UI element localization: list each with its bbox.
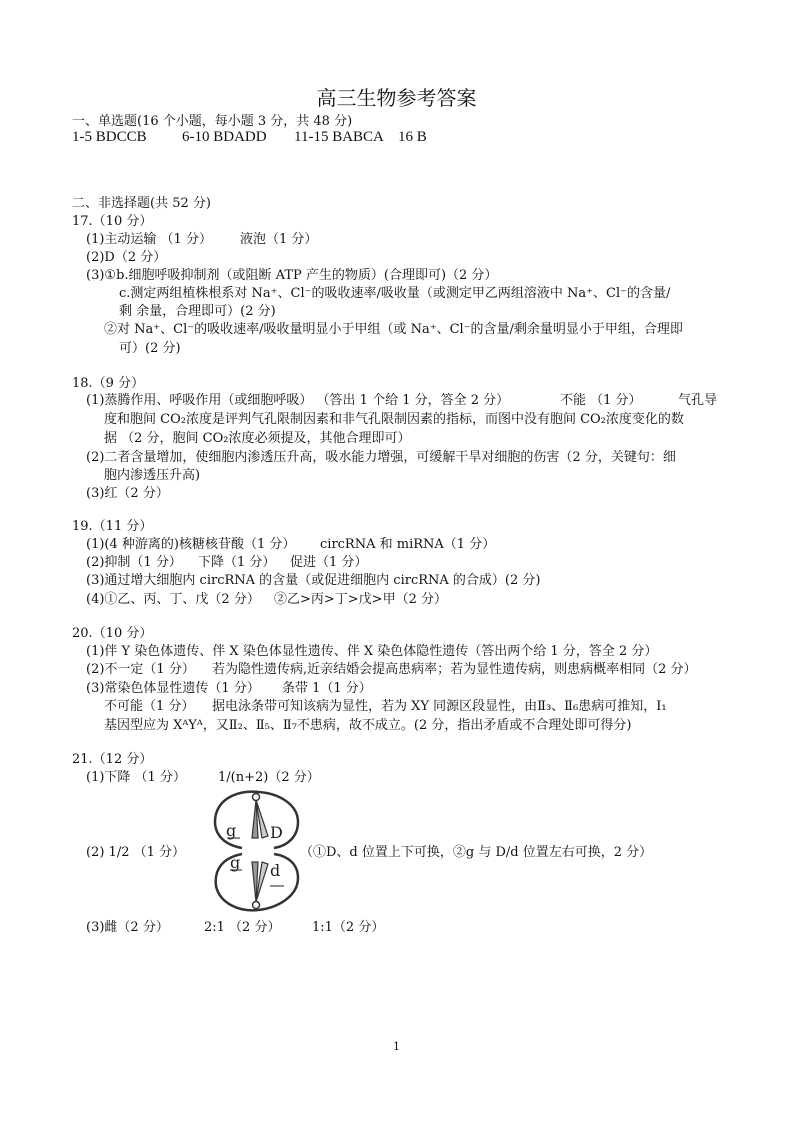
q21-line-1b: 1/(n+2)（2 分） — [218, 770, 320, 785]
q17-line-3: (3)①b.细胞呼吸抑制剂（或阻断 ATP 产生的物质）(合理即可)（2 分） — [86, 268, 498, 283]
q19-line-1b: circRNA 和 miRNA（1 分） — [320, 537, 496, 552]
q20-line-2b: 若为隐性遗传病,近亲结婚会提高患病率；若为显性遗传病，则患病概率相同（2 分） — [212, 662, 697, 677]
q20-line-5: 基因型应为 XᴬYᴬ，又Ⅱ₂、Ⅱ₅、Ⅱ₇不患病，故不成立。(2 分，指出矛盾或不合理处即可得分) — [104, 718, 632, 733]
q20-heading: 20.（10 分） — [72, 626, 153, 641]
q21-line-3b: 2:1 （2 分） — [204, 920, 281, 935]
q17-heading: 17.（10 分） — [72, 214, 153, 229]
cell-diagram-svg — [212, 790, 302, 912]
q20-line-4b: 据电泳条带可知该病为显性，若为 XY 同源区段显性，由Ⅱ₃、Ⅱ₆患病可推知，Ⅰ₁ — [212, 699, 667, 714]
q21-heading: 21.（12 分） — [72, 752, 153, 767]
q19-line-1a: (1)(4 种游离的)核糖核苷酸（1 分） — [86, 537, 296, 552]
q18-line-1b: 不能 （1 分） — [560, 393, 642, 408]
q18-heading: 18.（9 分） — [72, 376, 145, 391]
q21-line-2a: (2) 1/2 （1 分） — [86, 845, 186, 860]
q21-line-3c: 1:1（2 分） — [312, 920, 385, 935]
gene-label-g-top: g — [226, 821, 237, 840]
q21-line-3a: (3)雌（2 分） — [86, 920, 169, 935]
part2-heading: 二、非选择题(共 52 分) — [72, 196, 211, 211]
q19-line-4b: ②乙>丙>丁>戊>甲（2 分） — [274, 592, 447, 607]
q18-line-2: 度和胞间 CO₂浓度是评判气孔限制因素和非气孔限制因素的指标，而图中没有胞间 CO₂浓度变化的数 — [104, 412, 684, 427]
gene-label-d: d — [270, 861, 281, 880]
q17-line-2: (2)D（2 分） — [86, 250, 167, 265]
answers-16: 16 B — [398, 129, 427, 145]
q21-line-2b: （①D、d 位置上下可换，②g 与 D/d 位置左右可换，2 分） — [300, 845, 653, 860]
q17-line-1b: 液泡（1 分） — [240, 232, 318, 247]
q20-line-3a: (3)常染色体显性遗传（1 分） — [86, 681, 260, 696]
q18-line-3: 据 （2 分，胞间 CO₂浓度必须提及，其他合理即可） — [104, 431, 411, 446]
q19-heading: 19.（11 分） — [72, 519, 153, 534]
q20-line-2a: (2)不一定（1 分） — [86, 662, 195, 677]
q20-line-4a: 不可能（1 分） — [104, 699, 195, 714]
answers-1-5: 1-5 BDCCB — [72, 129, 147, 145]
answers-11-15: 11-15 BABCA — [294, 129, 384, 145]
q18-line-1a: (1)蒸腾作用、呼吸作用（或细胞呼吸） （答出 1 个给 1 分，答全 2 分） — [86, 393, 510, 408]
q18-line-5: 胞内渗透压升高) — [104, 468, 201, 483]
q18-line-6: (3)红（2 分） — [86, 486, 169, 501]
answers-6-10: 6-10 BDADD — [182, 129, 267, 145]
part1-heading: 一、单选题(16 个小题，每小题 3 分，共 48 分) — [72, 114, 353, 129]
q20-line-1: (1)伴 Y 染色体遗传、伴 X 染色体显性遗传、伴 X 染色体隐性遗传（答出两个给 1 分，答全 2 分） — [86, 644, 658, 659]
q17-line-6: ②对 Na⁺、Cl⁻的吸收速率/吸收量明显小于甲组（或 Na⁺、Cl⁻的含量/剩余量明显小于甲组，合理即 — [104, 322, 683, 337]
page-number: 1 — [393, 1040, 400, 1053]
gene-label-D: D — [270, 823, 283, 842]
q19-line-3: (3)通过增大细胞内 circRNA 的含量（或促进细胞内 circRNA 的合成）(2 分) — [86, 573, 541, 588]
q19-line-4a: (4)①乙、丙、丁、戊（2 分） — [86, 592, 260, 607]
q17-line-5: 剩 余量，合理即可）(2 分) — [119, 304, 276, 319]
q18-line-4: (2)二者含量增加，使细胞内渗透压升高，吸水能力增强，可缓解干旱对细胞的伤害（2 分，关键句：细 — [86, 450, 676, 465]
q18-line-1c: 气孔导 — [678, 393, 718, 408]
q21-line-1a: (1)下降 （1 分） — [86, 770, 186, 785]
q19-line-2b: 下降（1 分） — [198, 555, 276, 570]
q17-line-1a: (1)主动运输 （1 分） — [86, 232, 212, 247]
q19-line-2a: (2)抑制（1 分） — [86, 555, 182, 570]
q19-line-2c: 促进（1 分） — [290, 555, 368, 570]
cell-division-diagram — [212, 790, 302, 912]
gene-label-g-bottom: g — [230, 853, 241, 872]
q20-line-3b: 条带 1（1 分） — [282, 681, 372, 696]
page-title: 高三生物参考答案 — [316, 86, 477, 110]
q17-line-7: 可）(2 分) — [119, 341, 181, 356]
part1-answers — [72, 129, 427, 145]
q17-line-4: c.测定两组植株根系对 Na⁺、Cl⁻的吸收速率/吸收量（或测定甲乙两组溶液中 Na⁺、Cl⁻的含量/ — [119, 286, 671, 301]
